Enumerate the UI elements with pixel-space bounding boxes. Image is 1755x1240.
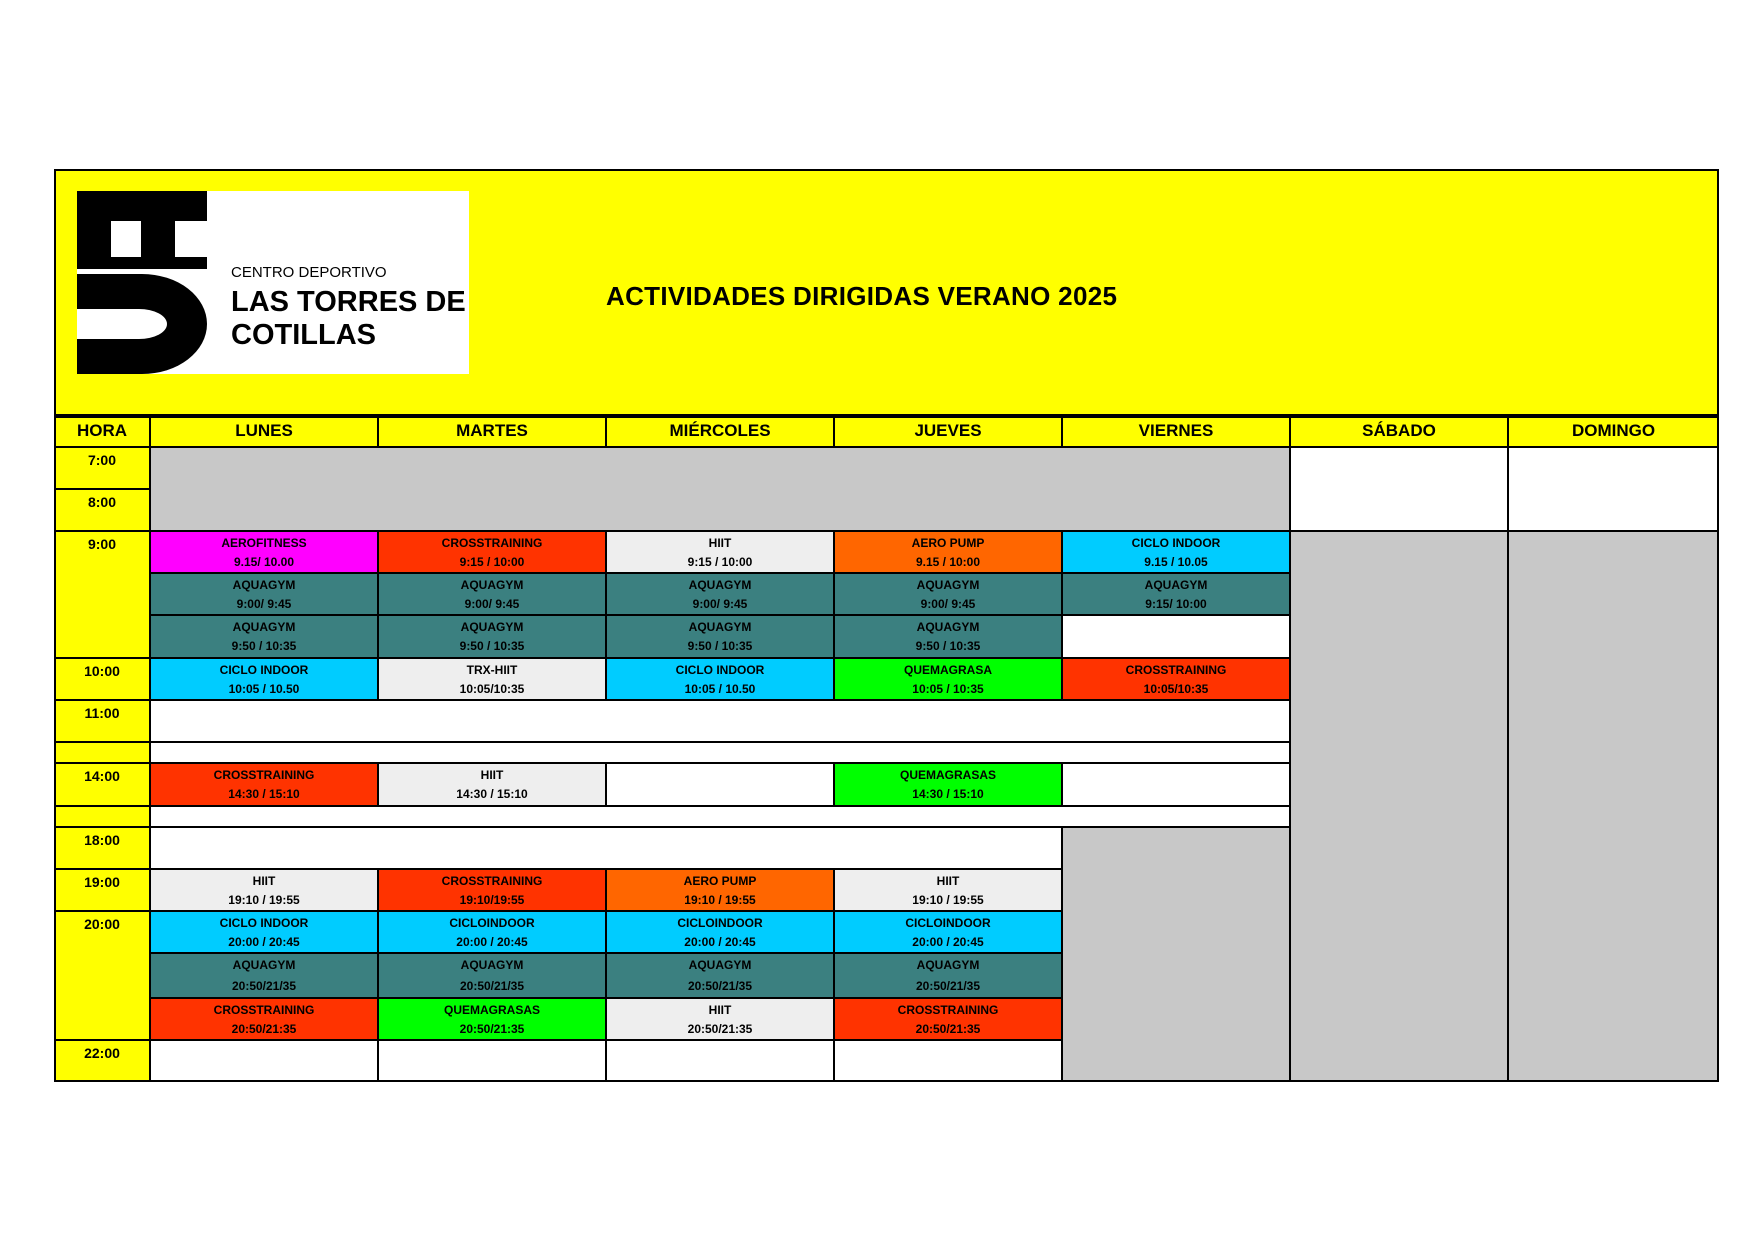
activity-cell[interactable]: [834, 573, 1062, 615]
activity-time: 20:50/21/35: [687, 978, 753, 993]
activity-time: 9:15 / 10:00: [459, 554, 525, 569]
activity-cell[interactable]: [150, 998, 378, 1040]
hour-label: 9:00: [54, 531, 150, 658]
activity-name: CROSSTRAINING: [441, 873, 543, 888]
column-header: SÁBADO: [1290, 416, 1508, 447]
empty-slot: [150, 806, 1290, 827]
empty-slot: [606, 1040, 834, 1082]
activity-cell[interactable]: [150, 869, 378, 911]
empty-slot: [1290, 447, 1508, 531]
hour-spacer: [54, 742, 150, 763]
activity-cell[interactable]: [1062, 573, 1290, 615]
closed-block: [150, 447, 1290, 531]
activity-cell[interactable]: [606, 615, 834, 658]
activity-name: CROSSTRAINING: [441, 535, 543, 550]
activity-cell[interactable]: [834, 953, 1062, 998]
activity-cell[interactable]: [606, 953, 834, 998]
svg-text:COTILLAS: COTILLAS: [231, 319, 376, 351]
activity-cell[interactable]: [378, 953, 606, 998]
activity-name: HIIT: [708, 535, 732, 550]
logo: [77, 191, 469, 374]
hour-label: 10:00: [54, 658, 150, 700]
activity-cell[interactable]: [378, 573, 606, 615]
activity-time: 19:10 / 19:55: [912, 892, 984, 907]
activity-cell[interactable]: [378, 763, 606, 806]
activity-time: 9:15/ 10:00: [1145, 596, 1207, 611]
empty-slot: [150, 742, 1290, 763]
activity-time: 9.15 / 10.05: [1144, 554, 1208, 569]
activity-time: 20:50/21:35: [231, 1021, 297, 1036]
closed-block: [1062, 827, 1290, 1082]
activity-name: AQUAGYM: [460, 619, 524, 634]
activity-time: 10:05 / 10.50: [228, 681, 300, 696]
hour-label: 11:00: [54, 700, 150, 742]
empty-slot: [150, 1040, 378, 1082]
activity-name: CICLO INDOOR: [1131, 535, 1221, 550]
activity-cell[interactable]: [606, 911, 834, 953]
activity-name: HIIT: [708, 1002, 732, 1017]
activity-name: AERO PUMP: [683, 873, 757, 888]
hour-spacer: [54, 806, 150, 827]
activity-time: 19:10 / 19:55: [228, 892, 300, 907]
activity-name: QUEMAGRASAS: [443, 1002, 540, 1017]
activity-name: TRX-HIIT: [466, 662, 518, 677]
activity-name: AEROFITNESS: [221, 535, 307, 550]
activity-time: 14:30 / 15:10: [456, 787, 528, 802]
hour-label: 7:00: [54, 447, 150, 489]
activity-name: AQUAGYM: [688, 619, 752, 634]
hour-label: 18:00: [54, 827, 150, 869]
activity-time: 20:50/21/35: [915, 978, 981, 993]
activity-time: 9:50 / 10:35: [231, 639, 297, 654]
activity-name: AQUAGYM: [460, 958, 524, 973]
activity-time: 10:05/10:35: [1143, 681, 1209, 696]
activity-time: 9:50 / 10:35: [687, 639, 753, 654]
hour-label: 22:00: [54, 1040, 150, 1082]
activity-name: AQUAGYM: [916, 958, 980, 973]
activity-cell[interactable]: [150, 615, 378, 658]
activity-cell[interactable]: [378, 911, 606, 953]
activity-cell[interactable]: [606, 573, 834, 615]
activity-cell[interactable]: [834, 615, 1062, 658]
activity-name: AQUAGYM: [1144, 577, 1208, 592]
activity-cell[interactable]: [378, 998, 606, 1040]
activity-time: 9.15 / 10:00: [915, 554, 981, 569]
activity-time: 9:00/ 9:45: [692, 596, 748, 611]
activity-name: CROSSTRAINING: [213, 1002, 315, 1017]
column-header: MARTES: [378, 416, 606, 447]
activity-cell[interactable]: [834, 911, 1062, 953]
schedule-header: [54, 169, 1719, 416]
activity-name: AQUAGYM: [688, 577, 752, 592]
activity-name: CROSSTRAINING: [213, 767, 315, 782]
empty-slot: [378, 1040, 606, 1082]
empty-slot: [1062, 763, 1290, 806]
activity-cell[interactable]: [1062, 531, 1290, 573]
activity-cell[interactable]: [834, 531, 1062, 573]
activity-name: CICLO INDOOR: [219, 915, 309, 930]
activity-cell[interactable]: [150, 531, 378, 573]
activity-time: 9:00/ 9:45: [236, 596, 292, 611]
activity-time: 20:50/21:35: [459, 1021, 525, 1036]
activity-time: 9:15 / 10:00: [687, 554, 753, 569]
column-header: HORA: [54, 416, 150, 447]
activity-cell[interactable]: [834, 869, 1062, 911]
activity-time: 20:50/21:35: [687, 1021, 753, 1036]
activity-time: 19:10 / 19:55: [684, 892, 756, 907]
activity-name: CICLOINDOOR: [677, 915, 763, 930]
activity-cell[interactable]: [1062, 658, 1290, 700]
activity-time: 9:00/ 9:45: [464, 596, 520, 611]
activity-time: 10:05 / 10:35: [912, 681, 984, 696]
activity-time: 14:30 / 15:10: [228, 787, 300, 802]
activity-name: CROSSTRAINING: [1125, 662, 1227, 677]
activity-name: CICLO INDOOR: [675, 662, 765, 677]
activity-name: CICLOINDOOR: [449, 915, 535, 930]
activity-time: 20:00 / 20:45: [228, 934, 300, 949]
activity-name: HIIT: [480, 767, 504, 782]
activity-time: 20:00 / 20:45: [456, 934, 528, 949]
column-header: VIERNES: [1062, 416, 1290, 447]
activity-name: HIIT: [936, 873, 960, 888]
activity-cell[interactable]: [606, 658, 834, 700]
activity-cell[interactable]: [378, 869, 606, 911]
activity-cell[interactable]: [150, 573, 378, 615]
activity-cell[interactable]: [150, 953, 378, 998]
schedule-sheet: [54, 169, 1719, 1088]
activity-time: 9:50 / 10:35: [459, 639, 525, 654]
activity-time: 20:50/21:35: [915, 1021, 981, 1036]
activity-cell[interactable]: [150, 763, 378, 806]
empty-slot: [606, 763, 834, 806]
activity-cell[interactable]: [378, 658, 606, 700]
column-header: DOMINGO: [1508, 416, 1719, 447]
activity-cell[interactable]: [834, 763, 1062, 806]
activity-name: QUEMAGRASAS: [899, 767, 996, 782]
activity-time: 9:00/ 9:45: [920, 596, 976, 611]
activity-cell[interactable]: [150, 658, 378, 700]
hour-label: 20:00: [54, 911, 150, 1040]
activity-time: 19:10/19:55: [459, 892, 525, 907]
empty-slot: [1508, 447, 1719, 531]
activity-cell[interactable]: [834, 998, 1062, 1040]
activity-name: CICLO INDOOR: [219, 662, 309, 677]
activity-time: 20:50/21/35: [459, 978, 525, 993]
activity-cell[interactable]: [150, 911, 378, 953]
column-header: LUNES: [150, 416, 378, 447]
activity-cell[interactable]: [834, 658, 1062, 700]
hour-label: 19:00: [54, 869, 150, 911]
activity-cell[interactable]: [606, 998, 834, 1040]
activity-name: CICLOINDOOR: [905, 915, 991, 930]
page-title: ACTIVIDADES DIRIGIDAS VERANO 2025: [606, 281, 1118, 311]
activity-cell[interactable]: [606, 869, 834, 911]
activity-name: AQUAGYM: [916, 619, 980, 634]
activity-name: AQUAGYM: [232, 619, 296, 634]
activity-time: 20:00 / 20:45: [912, 934, 984, 949]
activity-name: AQUAGYM: [688, 958, 752, 973]
activity-cell[interactable]: [606, 531, 834, 573]
empty-slot: [150, 827, 1062, 869]
activity-cell[interactable]: [378, 615, 606, 658]
hour-label: 8:00: [54, 489, 150, 531]
empty-slot: [150, 700, 1290, 742]
svg-text:LAS TORRES DE: LAS TORRES DE: [231, 286, 466, 318]
closed-block: [1290, 531, 1508, 1082]
empty-slot: [834, 1040, 1062, 1082]
activity-cell[interactable]: [378, 531, 606, 573]
activity-name: CROSSTRAINING: [897, 1002, 999, 1017]
cd-logo-icon: [77, 191, 469, 374]
activity-name: AQUAGYM: [232, 958, 296, 973]
activity-time: 10:05/10:35: [459, 681, 525, 696]
activity-time: 14:30 / 15:10: [912, 787, 984, 802]
activity-name: AERO PUMP: [911, 535, 985, 550]
activity-name: QUEMAGRASA: [903, 662, 992, 677]
svg-text:CENTRO DEPORTIVO: CENTRO DEPORTIVO: [231, 264, 387, 281]
empty-slot: [1062, 615, 1290, 658]
column-header: JUEVES: [834, 416, 1062, 447]
activity-time: 20:00 / 20:45: [684, 934, 756, 949]
activity-name: AQUAGYM: [232, 577, 296, 592]
activity-time: 9:50 / 10:35: [915, 639, 981, 654]
column-header: MIÉRCOLES: [606, 416, 834, 447]
activity-name: HIIT: [252, 873, 276, 888]
activity-time: 20:50/21/35: [231, 978, 297, 993]
activity-time: 10:05 / 10.50: [684, 681, 756, 696]
hour-label: 14:00: [54, 763, 150, 806]
closed-block: [1508, 531, 1719, 1082]
activity-name: AQUAGYM: [916, 577, 980, 592]
activity-name: AQUAGYM: [460, 577, 524, 592]
activity-time: 9.15/ 10.00: [233, 554, 295, 569]
